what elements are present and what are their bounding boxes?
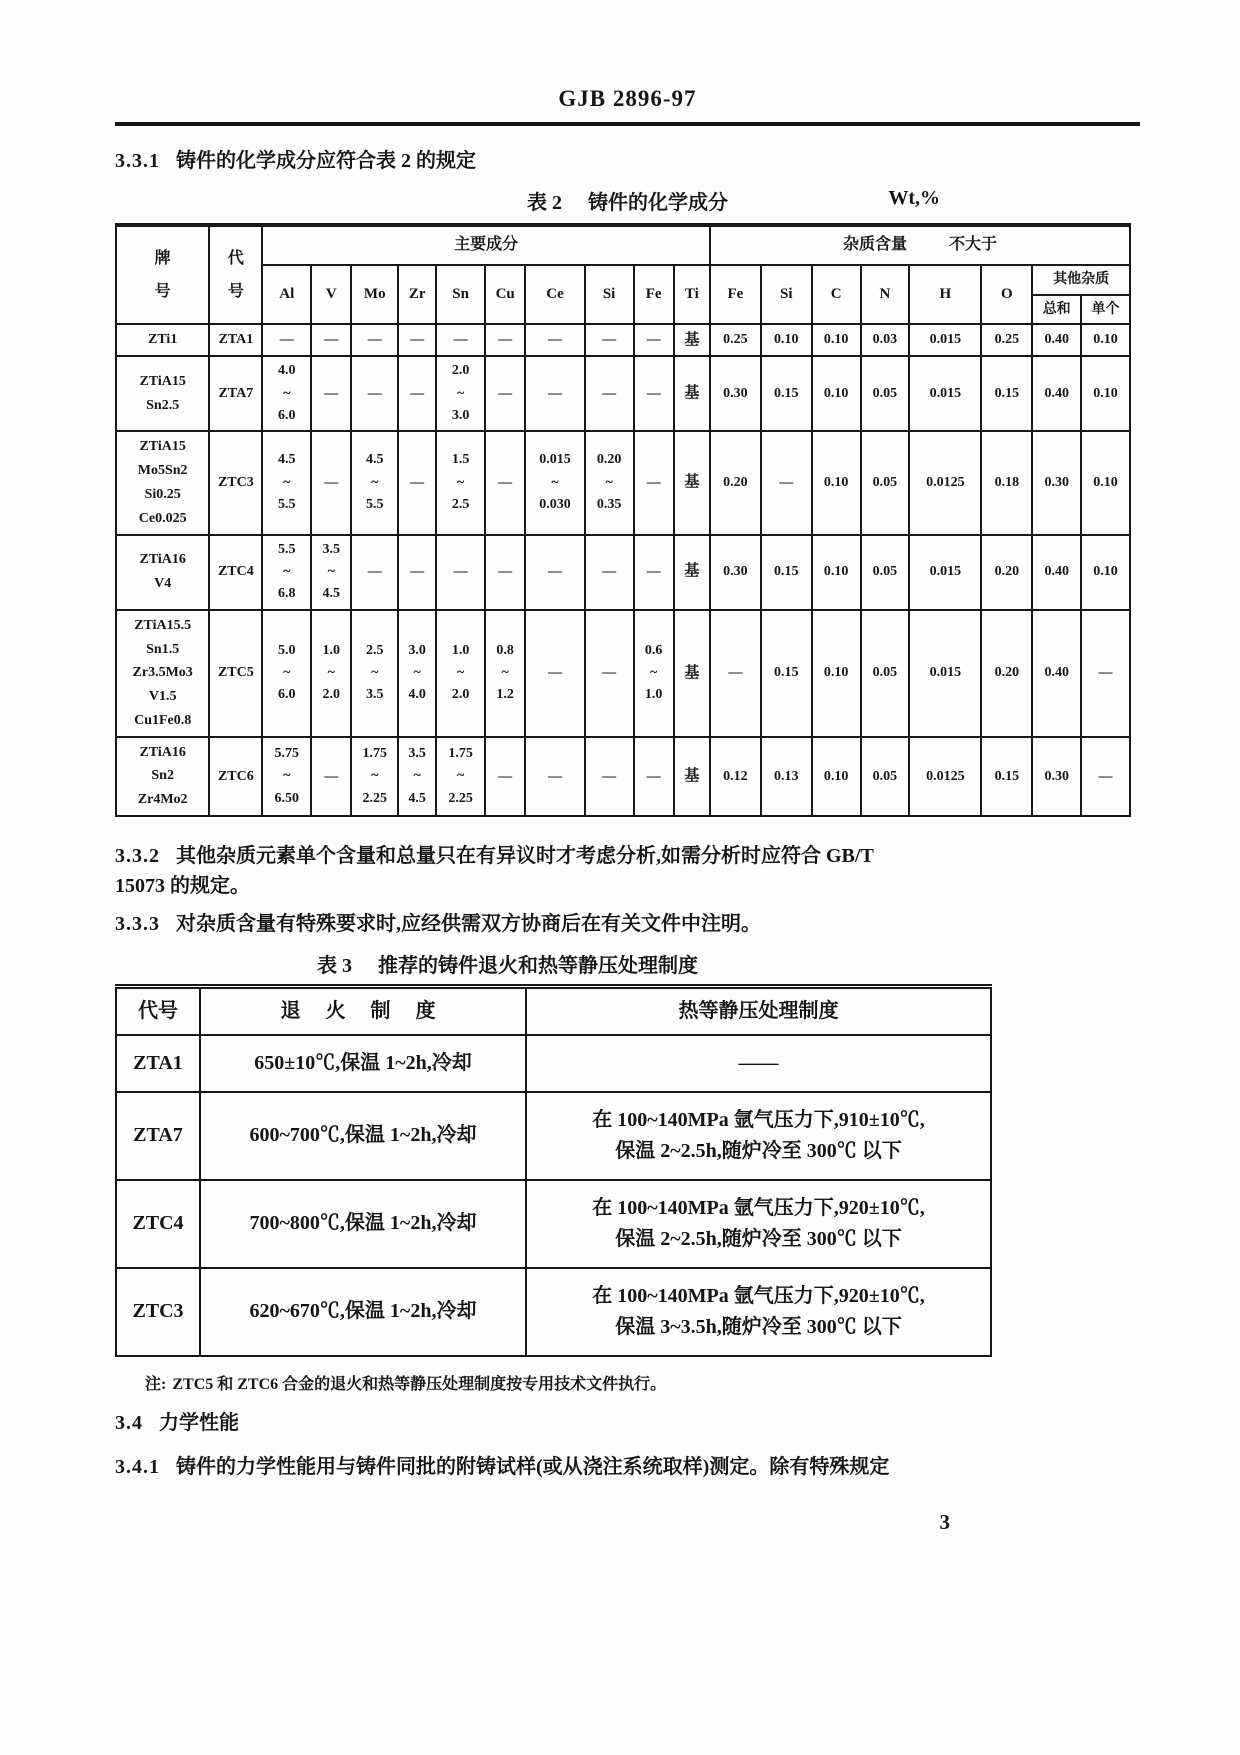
code-cell: ZTA1 [209,324,262,356]
hip-cell: —— [526,1035,991,1092]
table2-row-ZTA7 [116,356,1130,431]
impurity-cell: 0.05 [861,535,910,610]
header-code-col: 代号 [116,987,200,1035]
header-other-impurity: 其他杂质 [1032,265,1130,295]
table3-note [145,1371,1140,1394]
composition-cell: — [351,324,398,356]
composition-cell: 2.5 ~ 3.5 [351,610,398,737]
composition-cell: — [634,324,674,356]
composition-cell: — [634,356,674,431]
impurity-cell: 0.05 [861,610,910,737]
composition-cell: — [525,610,584,737]
composition-cell: — [585,610,634,737]
composition-cell: 1.0 ~ 2.0 [311,610,351,737]
code-cell: ZTC3 [116,1268,200,1356]
table2-header-row-groups [116,225,1130,265]
composition-cell: — [634,737,674,816]
impurity-cell: 0.18 [981,431,1032,534]
impurity-cell: — [1081,610,1130,737]
ti-base-cell: 基 [674,324,710,356]
composition-cell: — [585,324,634,356]
composition-cell: — [525,535,584,610]
section-3-3-3 [115,909,1140,939]
impurity-cell: 0.15 [981,356,1032,431]
composition-cell: 5.75 ~ 6.50 [262,737,311,816]
impurity-cell: 0.10 [812,324,861,356]
header-el-Al: Al [262,265,311,324]
page-number: 3 [939,1509,950,1534]
composition-cell: — [262,324,311,356]
hip-cell: 在 100~140MPa 氩气压力下,920±10℃, 保温 3~3.5h,随炉冷至 300℃ 以下 [526,1268,991,1356]
table2-row-ZTC3 [116,431,1130,534]
composition-cell: 4.5 ~ 5.5 [351,431,398,534]
impurity-cell: 0.40 [1032,610,1081,737]
header-el-Si: Si [585,265,634,324]
header-el-Ce: Ce [525,265,584,324]
table2-row-ZTA1 [116,324,1130,356]
header-brand [116,225,209,324]
composition-cell: 0.20 ~ 0.35 [585,431,634,534]
composition-cell: 2.0 ~ 3.0 [436,356,485,431]
hip-cell: 在 100~140MPa 氩气压力下,920±10℃, 保温 2~2.5h,随炉冷至 300℃ 以下 [526,1180,991,1268]
anneal-cell: 700~800℃,保温 1~2h,冷却 [200,1180,526,1268]
composition-cell: — [311,324,351,356]
section-3-3-1-number: 3.3.1 [115,150,160,172]
table2-title: 铸件的化学成分 [588,192,728,214]
brand-cell: ZTi1 [116,324,209,356]
header-el-Zr: Zr [398,265,436,324]
header-imp-C: C [812,265,861,324]
composition-cell: — [351,356,398,431]
impurity-cell: 0.15 [761,610,812,737]
ti-base-cell: 基 [674,431,710,534]
impurity-cell: — [761,431,812,534]
composition-cell: — [634,535,674,610]
composition-cell: — [311,356,351,431]
section-3-3-3-text: 对杂质含量有特殊要求时,应经供需双方协商后在有关文件中注明。 [176,913,761,936]
impurity-cell: 0.10 [1081,431,1130,534]
header-el-Cu: Cu [485,265,525,324]
header-impurity-group [710,225,1130,265]
composition-cell: 3.0 ~ 4.0 [398,610,436,737]
impurity-cell: 0.015 [909,356,981,431]
impurity-cell: 0.40 [1032,535,1081,610]
table3-title: 推荐的铸件退火和热等静压处理制度 [378,955,698,978]
composition-cell: — [351,535,398,610]
ti-base-cell: 基 [674,535,710,610]
impurity-cell: 0.30 [1032,431,1081,534]
impurity-cell: 0.30 [710,535,761,610]
table2-chemical-composition [115,223,1131,817]
table2-row-ZTC6 [116,737,1130,816]
header-imp-H: H [909,265,981,324]
table2-row-ZTC4 [116,535,1130,610]
header-rule [115,122,1140,126]
impurity-cell: 0.015 [909,535,981,610]
section-3-3-2-line1: 其他杂质元素单个含量和总量只在有异议时才考虑分析,如需分析时应符合 GB/T [176,845,874,868]
impurity-cell: — [710,610,761,737]
header-main-group: 主要成分 [262,225,710,265]
table3-row-ZTC3 [116,1268,991,1356]
section-3-3-2-number: 3.3.2 [115,845,160,868]
composition-cell: 3.5 ~ 4.5 [311,535,351,610]
ti-base-cell: 基 [674,737,710,816]
brand-cell: ZTiA15 Sn2.5 [116,356,209,431]
composition-cell: 3.5 ~ 4.5 [398,737,436,816]
composition-cell: 5.0 ~ 6.0 [262,610,311,737]
impurity-cell: 0.40 [1032,356,1081,431]
header-el-Mo: Mo [351,265,398,324]
header-imp-N: N [861,265,910,324]
header-imp-Si: Si [761,265,812,324]
brand-cell: ZTiA16 V4 [116,535,209,610]
table2-header-row-elements [116,265,1130,295]
table3-row-ZTC4 [116,1180,991,1268]
composition-cell: — [436,535,485,610]
brand-cell: ZTiA15 Mo5Sn2 Si0.25 Ce0.025 [116,431,209,534]
anneal-cell: 620~670℃,保温 1~2h,冷却 [200,1268,526,1356]
section-3-4-number: 3.4 [115,1411,143,1434]
impurity-cell: 0.10 [812,737,861,816]
header-code-line2: 号 [227,283,244,301]
header-impurity-limit: 不大于 [948,236,997,254]
composition-cell: 1.5 ~ 2.5 [436,431,485,534]
impurity-cell: 0.15 [761,535,812,610]
composition-cell: 0.015 ~ 0.030 [525,431,584,534]
note-text: ZTC5 和 ZTC6 合金的退火和热等静压处理制度按专用技术文件执行。 [172,1375,667,1393]
ti-base-cell: 基 [674,610,710,737]
header-other-single: 单个 [1081,295,1130,325]
composition-cell: — [311,737,351,816]
composition-cell: 0.6 ~ 1.0 [634,610,674,737]
anneal-cell: 600~700℃,保温 1~2h,冷却 [200,1092,526,1180]
impurity-cell: 0.30 [710,356,761,431]
standard-number: GJB 2896-97 [558,86,697,111]
header-hip-col: 热等静压处理制度 [526,987,991,1035]
composition-cell: — [634,431,674,534]
code-cell: ZTA7 [116,1092,200,1180]
section-3-4-1 [115,1452,1140,1482]
impurity-cell: 0.05 [861,431,910,534]
header-other-total: 总和 [1032,295,1081,325]
impurity-cell: — [1081,737,1130,816]
header-imp-Fe: Fe [710,265,761,324]
table3-row-ZTA1 [116,1035,991,1092]
table2-row-ZTC5 [116,610,1130,737]
composition-cell: 5.5 ~ 6.8 [262,535,311,610]
impurity-cell: 0.10 [812,535,861,610]
table3-row-ZTA7 [116,1092,991,1180]
impurity-cell: 0.0125 [909,431,981,534]
composition-cell: — [436,324,485,356]
impurity-cell: 0.20 [981,535,1032,610]
table2-unit: Wt,% [888,187,940,209]
section-3-3-2 [115,841,1140,871]
composition-cell: — [485,535,525,610]
impurity-cell: 0.10 [1081,324,1130,356]
impurity-cell: 0.40 [1032,324,1081,356]
section-3-3-2-line2: 15073 的规定。 [115,875,250,898]
impurity-cell: 0.12 [710,737,761,816]
section-3-3-1 [115,146,1140,176]
code-cell: ZTC4 [116,1180,200,1268]
table3-caption [115,949,900,978]
note-label: 注: [145,1375,167,1393]
code-cell: ZTA1 [116,1035,200,1092]
header-el-Fe: Fe [634,265,674,324]
impurity-cell: 0.10 [812,610,861,737]
section-3-4 [115,1408,1140,1438]
composition-cell: 4.0 ~ 6.0 [262,356,311,431]
header-el-Ti: Ti [674,265,710,324]
impurity-cell: 0.25 [981,324,1032,356]
code-cell: ZTC4 [209,535,262,610]
header-impurity-label: 杂质含量 [842,236,907,254]
code-cell: ZTC5 [209,610,262,737]
header-brand-line1: 牌 [154,249,171,267]
impurity-cell: 0.10 [761,324,812,356]
table2-caption [115,186,1140,215]
header-el-V: V [311,265,351,324]
brand-cell: ZTiA16 Sn2 Zr4Mo2 [116,737,209,816]
impurity-cell: 0.0125 [909,737,981,816]
header-imp-O: O [981,265,1032,324]
composition-cell: — [485,737,525,816]
composition-cell: 1.0 ~ 2.0 [436,610,485,737]
impurity-cell: 0.015 [909,610,981,737]
composition-cell: — [485,324,525,356]
section-3-3-2-cont [115,871,1140,901]
header-el-Sn: Sn [436,265,485,324]
hip-cell: 在 100~140MPa 氩气压力下,910±10℃, 保温 2~2.5h,随炉冷至 300℃ 以下 [526,1092,991,1180]
impurity-cell: 0.20 [710,431,761,534]
composition-cell: — [585,356,634,431]
section-3-4-title: 力学性能 [159,1411,239,1434]
code-cell: ZTC3 [209,431,262,534]
brand-cell: ZTiA15.5 Sn1.5 Zr3.5Mo3 V1.5 Cu1Fe0.8 [116,610,209,737]
impurity-cell: 0.13 [761,737,812,816]
impurity-cell: 0.05 [861,737,910,816]
composition-cell: — [585,535,634,610]
header-code-line1: 代 [227,249,244,267]
composition-cell: — [398,324,436,356]
impurity-cell: 0.30 [1032,737,1081,816]
table3-header-row [116,987,991,1035]
impurity-cell: 0.20 [981,610,1032,737]
code-cell: ZTC6 [209,737,262,816]
impurity-cell: 0.10 [1081,535,1130,610]
section-3-3-3-number: 3.3.3 [115,913,160,936]
composition-cell: 1.75 ~ 2.25 [351,737,398,816]
composition-cell: — [585,737,634,816]
anneal-cell: 650±10℃,保温 1~2h,冷却 [200,1035,526,1092]
composition-cell: 4.5 ~ 5.5 [262,431,311,534]
composition-cell: 0.8 ~ 1.2 [485,610,525,737]
section-3-4-1-text: 铸件的力学性能用与铸件同批的附铸试样(或从浇注系统取样)测定。除有特殊规定 [176,1455,890,1478]
ti-base-cell: 基 [674,356,710,431]
composition-cell: 1.75 ~ 2.25 [436,737,485,816]
impurity-cell: 0.10 [1081,356,1130,431]
composition-cell: — [525,324,584,356]
impurity-cell: 0.25 [710,324,761,356]
impurity-cell: 0.05 [861,356,910,431]
composition-cell: — [398,356,436,431]
composition-cell: — [485,356,525,431]
impurity-cell: 0.10 [812,356,861,431]
composition-cell: — [398,535,436,610]
impurity-cell: 0.15 [981,737,1032,816]
section-3-4-1-number: 3.4.1 [115,1455,160,1478]
header-brand-line2: 号 [154,283,171,301]
header-code [209,225,262,324]
composition-cell: — [398,431,436,534]
impurity-cell: 0.03 [861,324,910,356]
table2-label: 表 2 [527,192,562,214]
impurity-cell: 0.015 [909,324,981,356]
composition-cell: — [311,431,351,534]
table3-heat-treatment [115,984,992,1357]
section-3-3-1-text: 铸件的化学成分应符合表 2 的规定 [176,150,476,172]
code-cell: ZTA7 [209,356,262,431]
impurity-cell: 0.10 [812,431,861,534]
composition-cell: — [485,431,525,534]
table3-label: 表 3 [317,955,352,978]
header-anneal-col: 退 火 制 度 [200,987,526,1035]
composition-cell: — [525,737,584,816]
impurity-cell: 0.15 [761,356,812,431]
composition-cell: — [525,356,584,431]
